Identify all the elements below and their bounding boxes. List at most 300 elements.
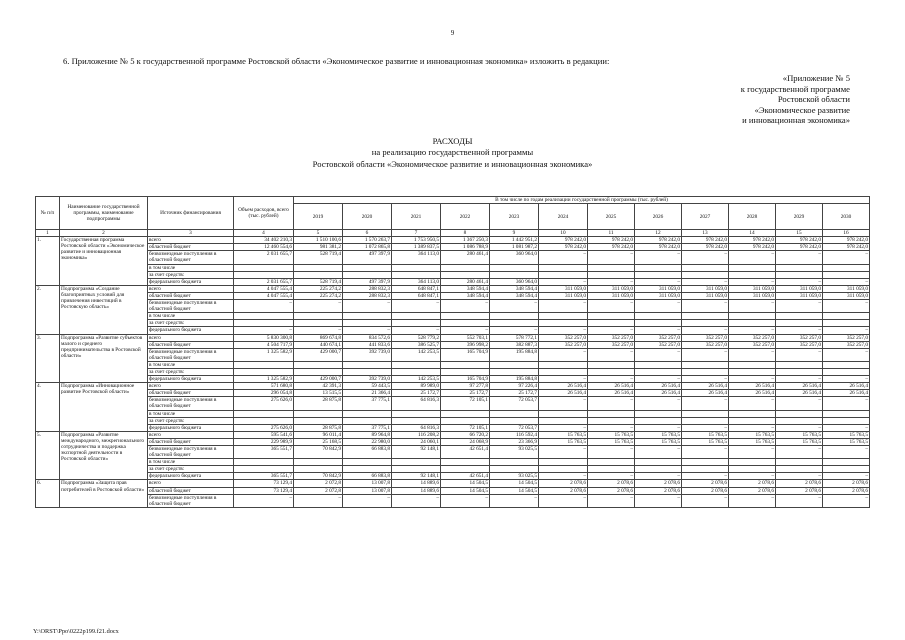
year-value: 578 772,1 [490,334,539,341]
year-value [682,410,729,417]
column-number: 11 [588,230,635,237]
year-value: – [682,348,729,361]
row-number: 3. [36,334,60,383]
heading-title: РАСХОДЫ [432,136,473,146]
funding-source: безвозмездные поступления в областной бюджет [148,348,234,361]
funding-source: в том числе [148,313,234,320]
year-value: 978 242,0 [823,237,870,244]
year-value: – [441,327,490,334]
year-value [343,320,392,327]
year-value: 1 570 263,7 [343,237,392,244]
year-value [539,313,588,320]
total-value: 229 989,9 [234,438,294,445]
year-value: 978 242,0 [682,237,729,244]
year-value: – [539,300,588,313]
total-value [234,313,294,320]
total-value: 2 031 655,7 [234,278,294,285]
total-value: 275 626,0 [234,424,294,431]
year-value [823,361,870,368]
funding-source: областной бюджет [148,292,234,299]
funding-source: всего [148,237,234,244]
year-value: – [729,397,776,410]
year-value [294,313,343,320]
program-name: Государственная программа Ростовской области «Экономическое развитие и инновационная экономика» [60,237,148,286]
year-value: 441 833,6 [343,341,392,348]
year-value [729,459,776,466]
year-value: 89 989,0 [392,383,441,390]
year-value [392,271,441,278]
funding-source: за счет средств: [148,466,234,473]
year-value: – [823,300,870,313]
total-value: – [234,494,294,507]
year-value: 116 208,2 [392,431,441,438]
total-value: 296 054,8 [234,390,294,397]
year-value: – [823,473,870,480]
year-value: 70 842,9 [294,473,343,480]
year-value: 834 572,6 [343,334,392,341]
program-name: Подпрограмма «Развитие международного, межрегионального сотрудничества и поддержка экспортной деятельности в Ростовской области» [60,431,148,480]
year-value: 37 775,1 [343,424,392,431]
year-value: 352 257,0 [776,341,823,348]
year-value: 13 007,8 [343,480,392,487]
year-value: 26 516,4 [682,390,729,397]
year-value: – [682,473,729,480]
year-value: 528 779,2 [392,334,441,341]
year-value: – [682,300,729,313]
year-value: 14 889,6 [392,480,441,487]
year-value [776,320,823,327]
year-value: 142 253,5 [392,376,441,383]
year-value [490,368,539,375]
year-value: 311 059,0 [776,285,823,292]
year-value: 28 875,8 [294,397,343,410]
year-value: 2 078,6 [588,480,635,487]
year-value: 1 753 950,5 [392,237,441,244]
year-value [823,271,870,278]
year-value: 2 072,8 [294,487,343,494]
year-value [539,368,588,375]
year-value [635,459,682,466]
year-value: – [682,446,729,459]
column-number: 15 [776,230,823,237]
year-value: 42 651,4 [441,473,490,480]
year-value: – [588,397,635,410]
year-value: 26 516,4 [539,390,588,397]
year-value [776,313,823,320]
year-value: 348 594,4 [441,285,490,292]
table-row [36,438,870,445]
year-value [343,271,392,278]
year-value: – [729,300,776,313]
year-value [823,466,870,473]
year-value: 15 763,5 [635,431,682,438]
year-value: – [539,397,588,410]
year-value: 26 516,4 [588,390,635,397]
year-value: 280 461,4 [441,251,490,264]
year-value: 42 391,3 [294,383,343,390]
year-value: – [776,397,823,410]
year-value [294,271,343,278]
year-value: – [729,473,776,480]
year-value [392,320,441,327]
total-value: 595 541,6 [234,431,294,438]
year-value: 311 059,0 [539,285,588,292]
year-value [441,313,490,320]
year-value: 1 389 837,5 [392,244,441,251]
year-value: 2 078,6 [682,480,729,487]
column-number: 6 [343,230,392,237]
funding-source: областной бюджет [148,438,234,445]
table-row [36,320,870,327]
year-value [776,466,823,473]
header-total: Объем расходов, всего (тыс. рублей) [234,197,294,230]
year-value [539,271,588,278]
year-value [441,361,490,368]
year-value: 2 078,6 [729,487,776,494]
year-value [588,361,635,368]
year-value: – [823,446,870,459]
appendix-line: и инновационная экономика» [742,115,850,126]
year-value: 24 060,1 [392,438,441,445]
total-value: 2 031 655,7 [234,251,294,264]
year-value: 26 516,4 [776,383,823,390]
year-value [392,417,441,424]
column-number: 7 [392,230,441,237]
year-value: 96 011,4 [294,431,343,438]
year-value: 352 257,0 [776,334,823,341]
year-value [823,320,870,327]
year-value: – [823,424,870,431]
year-value: 13 007,8 [343,487,392,494]
year-value: 2 078,6 [729,480,776,487]
year-value [539,320,588,327]
funding-source: областной бюджет [148,487,234,494]
year-value: 352 257,0 [588,341,635,348]
year-value: 978 242,0 [635,244,682,251]
year-value [343,313,392,320]
year-value: 978 242,0 [823,244,870,251]
table-row [36,285,870,292]
total-value: – [234,327,294,334]
year-value [343,459,392,466]
year-value: 280 461,4 [441,278,490,285]
year-value: – [635,348,682,361]
year-value: – [729,348,776,361]
year-value: 28 875,8 [294,424,343,431]
year-value [392,313,441,320]
year-value: – [588,278,635,285]
total-value: 365 551,7 [234,446,294,459]
year-value [294,417,343,424]
year-value: 311 059,0 [776,292,823,299]
year-value: 352 257,0 [682,341,729,348]
year-value [490,313,539,320]
funding-source: областной бюджет [148,341,234,348]
year-value: 37 775,1 [343,397,392,410]
year-value: 528 719,4 [294,278,343,285]
total-value: 4 504 717,9 [234,341,294,348]
year-value: 288 832,3 [343,292,392,299]
year-value: – [635,494,682,507]
document-heading [0,136,905,170]
column-number: 16 [823,230,870,237]
year-value [343,361,392,368]
total-value [234,466,294,473]
year-value: 311 059,0 [539,292,588,299]
year-value: 15 763,5 [539,431,588,438]
year-value: 97 277,8 [441,383,490,390]
table-row [36,383,870,390]
year-value: – [294,494,343,507]
total-value: 1 325 582,9 [234,376,294,383]
year-value: 26 516,4 [635,390,682,397]
year-value: 92 148,1 [392,473,441,480]
year-value: 93 025,5 [490,446,539,459]
table-row [36,487,870,494]
year-value: 15 763,5 [539,438,588,445]
total-value: 1 325 582,9 [234,348,294,361]
year-value: – [823,348,870,361]
year-value: – [776,446,823,459]
year-value [682,459,729,466]
year-value: 25 172,7 [490,390,539,397]
year-value: – [635,473,682,480]
year-value: 311 059,0 [682,292,729,299]
year-value: – [729,327,776,334]
funding-source: всего [148,285,234,292]
funding-source: в том числе [148,264,234,271]
year-value: 648 847,1 [392,285,441,292]
table-row [36,251,870,264]
table-row [36,292,870,299]
year-value: 26 516,4 [588,383,635,390]
funding-source: безвозмездные поступления в областной бюджет [148,494,234,507]
year-value: 2 078,6 [539,480,588,487]
year-value [441,466,490,473]
year-value [588,320,635,327]
funding-source: за счет средств: [148,368,234,375]
year-value: 981 381,2 [294,244,343,251]
year-value: 2 078,6 [776,487,823,494]
year-value [729,320,776,327]
year-value: – [539,494,588,507]
year-value: – [682,327,729,334]
year-value: 978 242,0 [729,244,776,251]
year-value: – [823,376,870,383]
year-value: – [294,300,343,313]
year-value: – [343,300,392,313]
year-value: – [682,397,729,410]
year-value [776,410,823,417]
funding-source: федерального бюджета [148,278,234,285]
total-value: 34 402 210,3 [234,237,294,244]
year-value: – [392,300,441,313]
year-value: 497 397,9 [343,251,392,264]
year-value: – [539,424,588,431]
header-name: Наименование государственной программы, наименование подпрограммы [60,197,148,230]
year-value: 360 964,0 [490,278,539,285]
year-value: 1 086 788,9 [441,244,490,251]
year-value: 288 832,3 [343,285,392,292]
column-number: 10 [539,230,588,237]
year-value [343,368,392,375]
year-value: – [588,376,635,383]
column-number: 5 [294,230,343,237]
table-row [36,361,870,368]
year-value: 352 257,0 [588,334,635,341]
funding-source: федерального бюджета [148,327,234,334]
table-row [36,473,870,480]
year-value: 15 763,5 [588,438,635,445]
year-value: 15 763,5 [682,431,729,438]
total-value: 4 047 555,4 [234,292,294,299]
year-value: – [539,446,588,459]
row-number: 5. [36,431,60,480]
header-year: 2024 [539,204,588,230]
year-value: – [635,251,682,264]
year-value: 396 998,2 [441,341,490,348]
header-year: 2029 [776,204,823,230]
year-value: – [776,278,823,285]
year-value: 2 078,6 [635,487,682,494]
year-value: – [539,251,588,264]
year-value: 311 059,0 [729,285,776,292]
year-value: 386 525,7 [392,341,441,348]
table-row [36,348,870,361]
year-value: 429 000,7 [294,376,343,383]
column-number: 13 [682,230,729,237]
table-row [36,410,870,417]
year-value [682,466,729,473]
year-value: 142 253,5 [392,348,441,361]
year-value: – [823,397,870,410]
total-value: 12 460 554,6 [234,244,294,251]
year-value: 72 105,1 [441,424,490,431]
year-value: 72 053,7 [490,424,539,431]
program-name: Подпрограмма «Инновационное развитие Ростовской области» [60,383,148,432]
year-value: – [490,300,539,313]
appendix-line: к государственной программе [740,83,850,94]
year-value: 352 257,0 [539,341,588,348]
year-value: 352 257,0 [539,334,588,341]
total-value [234,361,294,368]
appendix-line: «Приложение № 5 [782,73,850,83]
year-value [490,459,539,466]
header-year: 2026 [635,204,682,230]
year-value: 70 842,9 [294,446,343,459]
year-value: – [392,494,441,507]
year-value: 14 504,5 [441,487,490,494]
year-value [441,368,490,375]
year-value: 64 816,3 [392,397,441,410]
year-value: 552 703,1 [441,334,490,341]
year-value [294,361,343,368]
header-num: № п/п [36,197,60,230]
table-row [36,278,870,285]
year-value [490,410,539,417]
year-value [635,264,682,271]
column-number: 4 [234,230,294,237]
header-year: 2022 [441,204,490,230]
year-value: 26 516,4 [539,383,588,390]
year-value: 978 242,0 [776,244,823,251]
year-value [539,417,588,424]
year-value: 2 072,8 [294,480,343,487]
year-value: – [682,278,729,285]
column-number: 8 [441,230,490,237]
year-value [539,264,588,271]
table-row [36,424,870,431]
table-row [36,376,870,383]
year-value [588,417,635,424]
header-by-year: В том числе по годам реализации государственной программы (тыс. рублей) [294,197,870,204]
header-source: Источник финансирования [148,197,234,230]
year-value: – [776,348,823,361]
year-value [635,313,682,320]
year-value: 14 504,5 [441,480,490,487]
year-value [588,410,635,417]
year-value [539,410,588,417]
year-value: 311 059,0 [588,292,635,299]
year-value: – [776,424,823,431]
year-value: – [729,376,776,383]
year-value [392,361,441,368]
year-value: – [294,327,343,334]
year-value: 2 078,6 [588,487,635,494]
year-value [682,320,729,327]
year-value: – [588,424,635,431]
total-value [234,368,294,375]
table-row [36,264,870,271]
year-value [294,368,343,375]
year-value: 311 059,0 [635,285,682,292]
year-value: 348 594,4 [490,292,539,299]
year-value [392,410,441,417]
year-value: 360 964,0 [490,251,539,264]
year-value: – [729,278,776,285]
year-value: 23 366,9 [490,438,539,445]
year-value: – [635,327,682,334]
table-row [36,327,870,334]
year-value: 440 674,1 [294,341,343,348]
year-value [729,313,776,320]
year-value: – [490,494,539,507]
year-value: 26 516,4 [823,390,870,397]
year-value: 21 366,4 [343,390,392,397]
year-value: 15 763,5 [588,431,635,438]
header-year: 2027 [682,204,729,230]
year-value: 225 274,2 [294,285,343,292]
year-value: 13 515,5 [294,390,343,397]
program-name: Подпрограмма «Создание благоприятных условий для привлечения инвестиций в Ростовскую область» [60,285,148,334]
year-value [729,361,776,368]
funding-source: федерального бюджета [148,473,234,480]
year-value: 225 274,2 [294,292,343,299]
year-value: – [588,251,635,264]
year-value: 59 443,5 [343,383,392,390]
year-value: 311 059,0 [635,292,682,299]
column-number: 3 [148,230,234,237]
table-row [36,313,870,320]
year-value [441,320,490,327]
total-value: 275 626,0 [234,397,294,410]
year-value: 26 516,4 [635,383,682,390]
page-number: 9 [450,29,455,37]
year-value [823,410,870,417]
year-value: 42 651,4 [441,446,490,459]
year-value [588,264,635,271]
year-value: – [682,376,729,383]
